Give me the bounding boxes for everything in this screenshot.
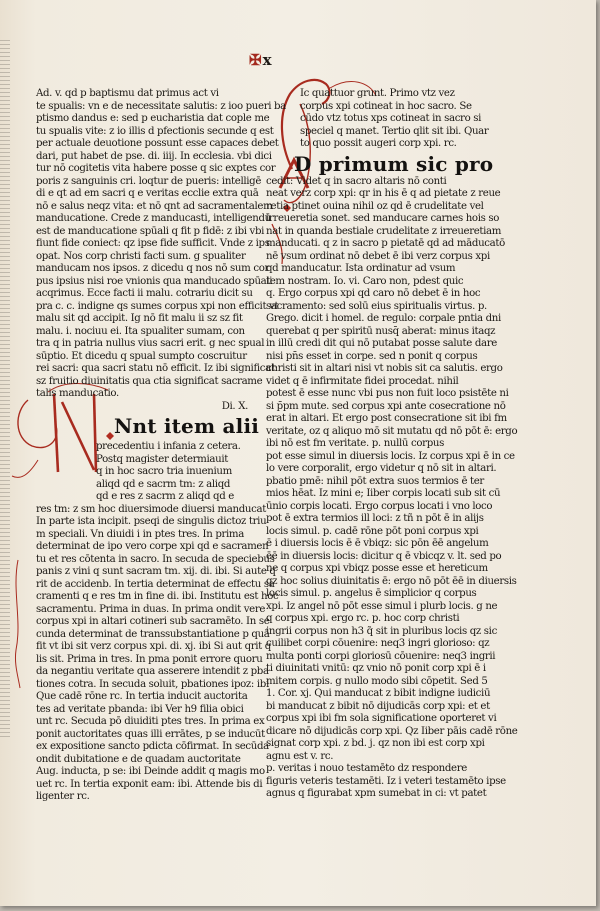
text-line: cramenti q e res tm in fine di. ibi. Institutu est hoc bbox=[36, 591, 279, 602]
text-line: ligenter rc. bbox=[36, 791, 90, 802]
text-line: locis simul. p. cadē rōne pōt poni corpus xpi bbox=[266, 525, 479, 537]
right-column bbox=[266, 88, 518, 801]
text-line: tur nō cogitetis vita habere posse q sic exptes cor bbox=[36, 163, 276, 174]
text-line: erat in altari. Et ergo post consecratione sit ibi fm bbox=[266, 413, 507, 424]
text-line: si p̄pm mute. sed corpus xpi ante cosecratione nō bbox=[266, 400, 506, 412]
text-line: manducati. q z in sacro p pietatē qd ad māducatō bbox=[266, 238, 505, 249]
text-line: In parte ista incipit. pseqi de singulis dictoz triu bbox=[36, 516, 267, 527]
text-line: q corpus xpi. ergo rc. p. hoc corp christi bbox=[266, 613, 460, 624]
text-line: Grego. dicit i homel. de regulo: corpale pntia dni bbox=[266, 313, 501, 324]
text-line: cūdo vtz totus xps cotineat in sacro si bbox=[300, 113, 482, 124]
text-line: di e qt ad em sacri q e veritas ecclie extra quā bbox=[36, 188, 259, 199]
text-line: signat corp xpi. z bd. j. qz non ibi est corp xpi bbox=[266, 738, 485, 749]
text-line: locis simul. p. angelus ē simplicior q corpus bbox=[266, 588, 477, 599]
text-line: ē i diuersis locis ē ē vbiqz: sic pōn ēē angelum bbox=[266, 538, 489, 549]
text-line: malu. i. nociuu ei. Ita spualiter sumam, con bbox=[36, 325, 245, 337]
text-line: nō e salus neqz vita: et nō qnt ad sacramentalem bbox=[36, 200, 273, 212]
text-line: dicare nō dijudicās corp xpi. Qz Iiber pāis cadē rōne bbox=[266, 725, 518, 737]
text-line: 1. Cor. xj. Qui manducat z bibit indigne iudiciū bbox=[266, 688, 491, 699]
text-line: ponit auctoritates quas illi errātes, p se inducūt bbox=[36, 728, 265, 740]
text-line: cedit: Videt q in sacro altaris nō conti bbox=[266, 175, 447, 187]
text-line: bi manducat z bibit nō dijudicās corp xpi: et et bbox=[266, 700, 490, 712]
text-line: unt rc. Secuda pō diuiditi ptes tres. In prima ex bbox=[36, 716, 265, 727]
text-line: corpus xpi ibi fm sola significatione oporteret vi bbox=[266, 713, 497, 724]
text-line: pot esse simul in diuersis locis. Iz corpus xpi ē in ce bbox=[266, 450, 515, 462]
text-line: acqrimus. Ecce facti ii malu. cotrariu dicit su bbox=[36, 288, 253, 299]
text-line: agnus q figurabat xpm sumebat in ci: vt patet bbox=[266, 788, 487, 799]
text-line: ibi nō est fm veritate. p. nullū corpus bbox=[266, 438, 444, 449]
text-line: q in hoc sacro tria inuenium bbox=[96, 466, 232, 477]
text-line: determinat de ipo vero corpe xpi qd e sacramen bbox=[36, 541, 269, 552]
text-line: manducam nos ipsos. z dicedu q nos nō sum cor bbox=[36, 263, 270, 274]
text-line: m speciali. Vn diuidi i in ptes tres. In prima bbox=[36, 528, 244, 540]
text-line: potest ē esse nunc vbi pus non fuit loco psistēte ni bbox=[266, 388, 509, 399]
text-line: res tm: z sm hoc diuersimode diuersi manducat bbox=[36, 503, 266, 515]
left-section-heading: Nnt item alii bbox=[114, 414, 260, 438]
text-line: poris z sanguinis cri. loqtur de pueris: intelligē bbox=[36, 175, 262, 187]
text-line: querebat q per spiritū nusq̄ aberat: minus itaqz bbox=[266, 325, 496, 337]
text-line: per actuale deuotione possunt esse capaces debet bbox=[36, 138, 279, 149]
text-line: manducatione. Crede z manducasti, intelligendū bbox=[36, 213, 271, 224]
text-line: agnu est v. rc. bbox=[266, 750, 334, 762]
text-line: nē vsum ordinat nō debet ē ibi verz corpus xpi bbox=[266, 250, 490, 262]
text-line: sacramento: sed solū eius spiritualis virtus. p. bbox=[266, 300, 487, 312]
text-line: Aug. inducta, p se: ibi Deinde addit q magis mo bbox=[36, 766, 265, 777]
text-line: to quo possit augeri corp xpi. rc. bbox=[300, 138, 457, 149]
text-line: opat. Nos corp christi facti sum. g spualiter bbox=[36, 250, 246, 262]
text-line: qz hoc solius diuinitatis ē: ergo nō pōt ēē in diuersis bbox=[266, 575, 517, 587]
left-text-block-1 bbox=[36, 88, 286, 388]
text-line: lo vere corporalit, ergo videtur q nō sit in altari. bbox=[266, 463, 497, 474]
text-line: tu et res cōtenta in sacro. In secuda de speciebus bbox=[36, 553, 275, 565]
text-line: p. veritas i nouo testamēto dz respondere bbox=[266, 763, 467, 774]
text-line: qd manducatur. Ista ordinatur ad vsum bbox=[266, 263, 456, 274]
text-line: tu spualis vite: z io illis d pfectionis secunde q est bbox=[36, 125, 274, 137]
text-line: ptismo dandus e: sed p eucharistia dat cople me bbox=[36, 113, 270, 124]
text-line: ūnio corpis locati. Ergo corpus locati i vno loco bbox=[266, 500, 493, 512]
text-line: qd e res z sacrm z aliqd qd e bbox=[96, 491, 234, 502]
text-line: Que cadē rōne rc. In tertia inducit auctorita bbox=[36, 691, 248, 702]
text-line: multa ponti corpi gloriosū cōuenire: neq3 ingrii bbox=[266, 650, 496, 662]
text-line: ondit dubitatione e de quadam auctoritate bbox=[36, 753, 241, 765]
right-section-heading: D primum sic pro bbox=[294, 151, 494, 176]
text-line: tra q in patria nullus vius sacri erit. g nec spual bbox=[36, 338, 265, 349]
text-line: panis z vini q sunt sacram tm. xij. di. ibi. Si aute q bbox=[36, 566, 276, 577]
text-line: ti diuinitati vnitū: qz vnio nō ponit corp xpi ē i bbox=[266, 663, 486, 674]
left-text-indented bbox=[36, 441, 254, 504]
text-line: lis sit. Prima in tres. In pma ponit errore quoru bbox=[36, 653, 263, 665]
folio-mark: ✠x bbox=[249, 51, 273, 69]
red-paragraph-mark bbox=[8, 560, 28, 690]
text-line: ne q corpus xpi vbiqz posse esse et hereticum bbox=[266, 563, 488, 574]
text-line: speciel q manet. Tertio qlit sit ibi. Quar bbox=[300, 125, 489, 137]
text-line: irreueretia sonet. sed manducare carnes hois so bbox=[266, 213, 500, 224]
text-line: figuris veteris testamēti. Iz i veteri testamēto ipse bbox=[266, 775, 506, 787]
text-line: est de manducatione spūali q fit p fidē: z ibi vbi bbox=[36, 225, 265, 237]
text-line: te spualis: vn e de necessitate salutis: z ioo pueri ba bbox=[36, 100, 286, 112]
right-text-block-2 bbox=[266, 175, 518, 801]
text-line: ēē in diuersis locis: dicitur q ē vbicqz v. lt. sed po bbox=[266, 550, 502, 562]
left-column bbox=[36, 88, 286, 804]
text-line: rit de accidenb. In tertia determinat de effectu sa bbox=[36, 578, 275, 590]
distinctio-marker: Di. X. bbox=[221, 400, 248, 412]
text-line: ingrii corpus non h3 q̃ sit in pluribus locis qz sic bbox=[266, 625, 497, 637]
text-line: retia ptinet ouina nihil oz qd ē crudelitate vel bbox=[266, 200, 484, 212]
text-line: pus ipsius nisi roe vnionis qua manducado spūali bbox=[36, 275, 273, 287]
text-line: Ic quattuor grunt. Primo vtz vez bbox=[300, 88, 455, 99]
text-line: pot ē extra termios ill loci: z tñ n pōt ē in alijs bbox=[266, 513, 484, 524]
text-line: Postq magister determiauit bbox=[96, 453, 228, 465]
text-line: sz fruitio diuinitatis qua ctia significat sacrame bbox=[36, 375, 263, 387]
folio-mark-text: x bbox=[262, 51, 273, 69]
text-line: q. Ergo corpus xpi qd caro nō debet ē in hoc bbox=[266, 288, 481, 299]
text-line: mios hēat. Iz mini e; Iiber corpis locati sub sit cū bbox=[266, 488, 501, 499]
text-line: pbatio pmē: nihil pōt extra suos termios ē ter bbox=[266, 475, 484, 487]
left-text-block-2 bbox=[36, 503, 279, 804]
text-line: rei sacri: qua sacri statu nō efficit. Iz ibi significat: bbox=[36, 363, 278, 374]
text-line: mitem corpis. g nullo modo sibi cōpetit. Sed 5 bbox=[266, 675, 488, 687]
text-line: nisi pn̄s esset in corpe. sed n ponit q corpus bbox=[266, 350, 478, 362]
text-line: aliqd qd e sacrm tm: z aliqd bbox=[96, 478, 231, 490]
text-line: pra c. c. indigne qs sumes corpus xpi non efficit vt bbox=[36, 300, 279, 312]
text-line: corpus xpi cotineat in hoc sacro. Se bbox=[300, 100, 472, 112]
right-text-block-1 bbox=[266, 88, 494, 151]
text-line: nat in quanda bestiale crudelitate z irreueretiam bbox=[266, 225, 502, 237]
text-line: cunda determinat de transsubstantiatione p quā bbox=[36, 628, 270, 640]
text-line: sacramentu. Prima in duas. In prima ondit vere bbox=[36, 603, 266, 615]
text-line: cuilibet corpi cōuenire: neq3 ingri glorioso: qz bbox=[266, 638, 490, 649]
left-block-last-line: talis manducatio. bbox=[36, 388, 119, 399]
text-line: malu sit qd accipit. Ig nō fit malu ii sz sz fit bbox=[36, 313, 243, 324]
text-line: christi sit in altari nisi vt nobis sit ca salutis. ergo bbox=[266, 363, 503, 374]
text-line: uet rc. In tertia exponit eam: ibi. Attende bis di bbox=[36, 778, 263, 790]
text-line: in illū credi dit qui nō putabat posse salute dare bbox=[266, 338, 497, 349]
text-line: precedentiu i infania z cetera. bbox=[96, 441, 241, 452]
text-line: tes ad veritate pbanda: ibi Ver h9 filia obici bbox=[36, 703, 244, 715]
text-line: videt q ē infirmitate fidei procedat. nihil bbox=[266, 375, 459, 387]
text-line: fit vt ibi sit verz corpus xpi. di. xj. ibi Si aut qrit q bbox=[36, 641, 271, 652]
text-line: da negantiu veritate qua asserere intendit z pba bbox=[36, 666, 269, 677]
text-line: sūptio. Et dicedu q spual sumpto coscruitur bbox=[36, 350, 247, 362]
text-line: tiones cotra. In secuda soluit, pbationes ipoz: ibi bbox=[36, 678, 269, 690]
text-line: xpi. Iz angel nō pōt esse simul i plurb locis. g ne bbox=[266, 600, 498, 612]
text-line: dari, put habet de pse. di. iiij. In ecclesia. vbi dici bbox=[36, 150, 272, 162]
text-line: ex expositione sancto pdicta cōfirmat. In secūda bbox=[36, 741, 269, 752]
text-line: Ad. v. qd p baptismu dat primus act vi bbox=[36, 88, 219, 99]
text-line: fiunt fide coniect: qz ipse fide sufficit. Vnde z ips bbox=[36, 238, 270, 249]
text-line: veritate, oz q aliquo mō sit mutatu qd nō pōt ē: ergo bbox=[266, 425, 518, 437]
text-line: tem nostram. Io. vi. Caro non, pdest quic bbox=[266, 275, 464, 287]
text-line: neat verz corp xpi: qr in his ē q ad pietate z reue bbox=[266, 188, 501, 199]
text-line: corpus xpi in altari cotineri sub sacramēto. In se bbox=[36, 616, 270, 627]
